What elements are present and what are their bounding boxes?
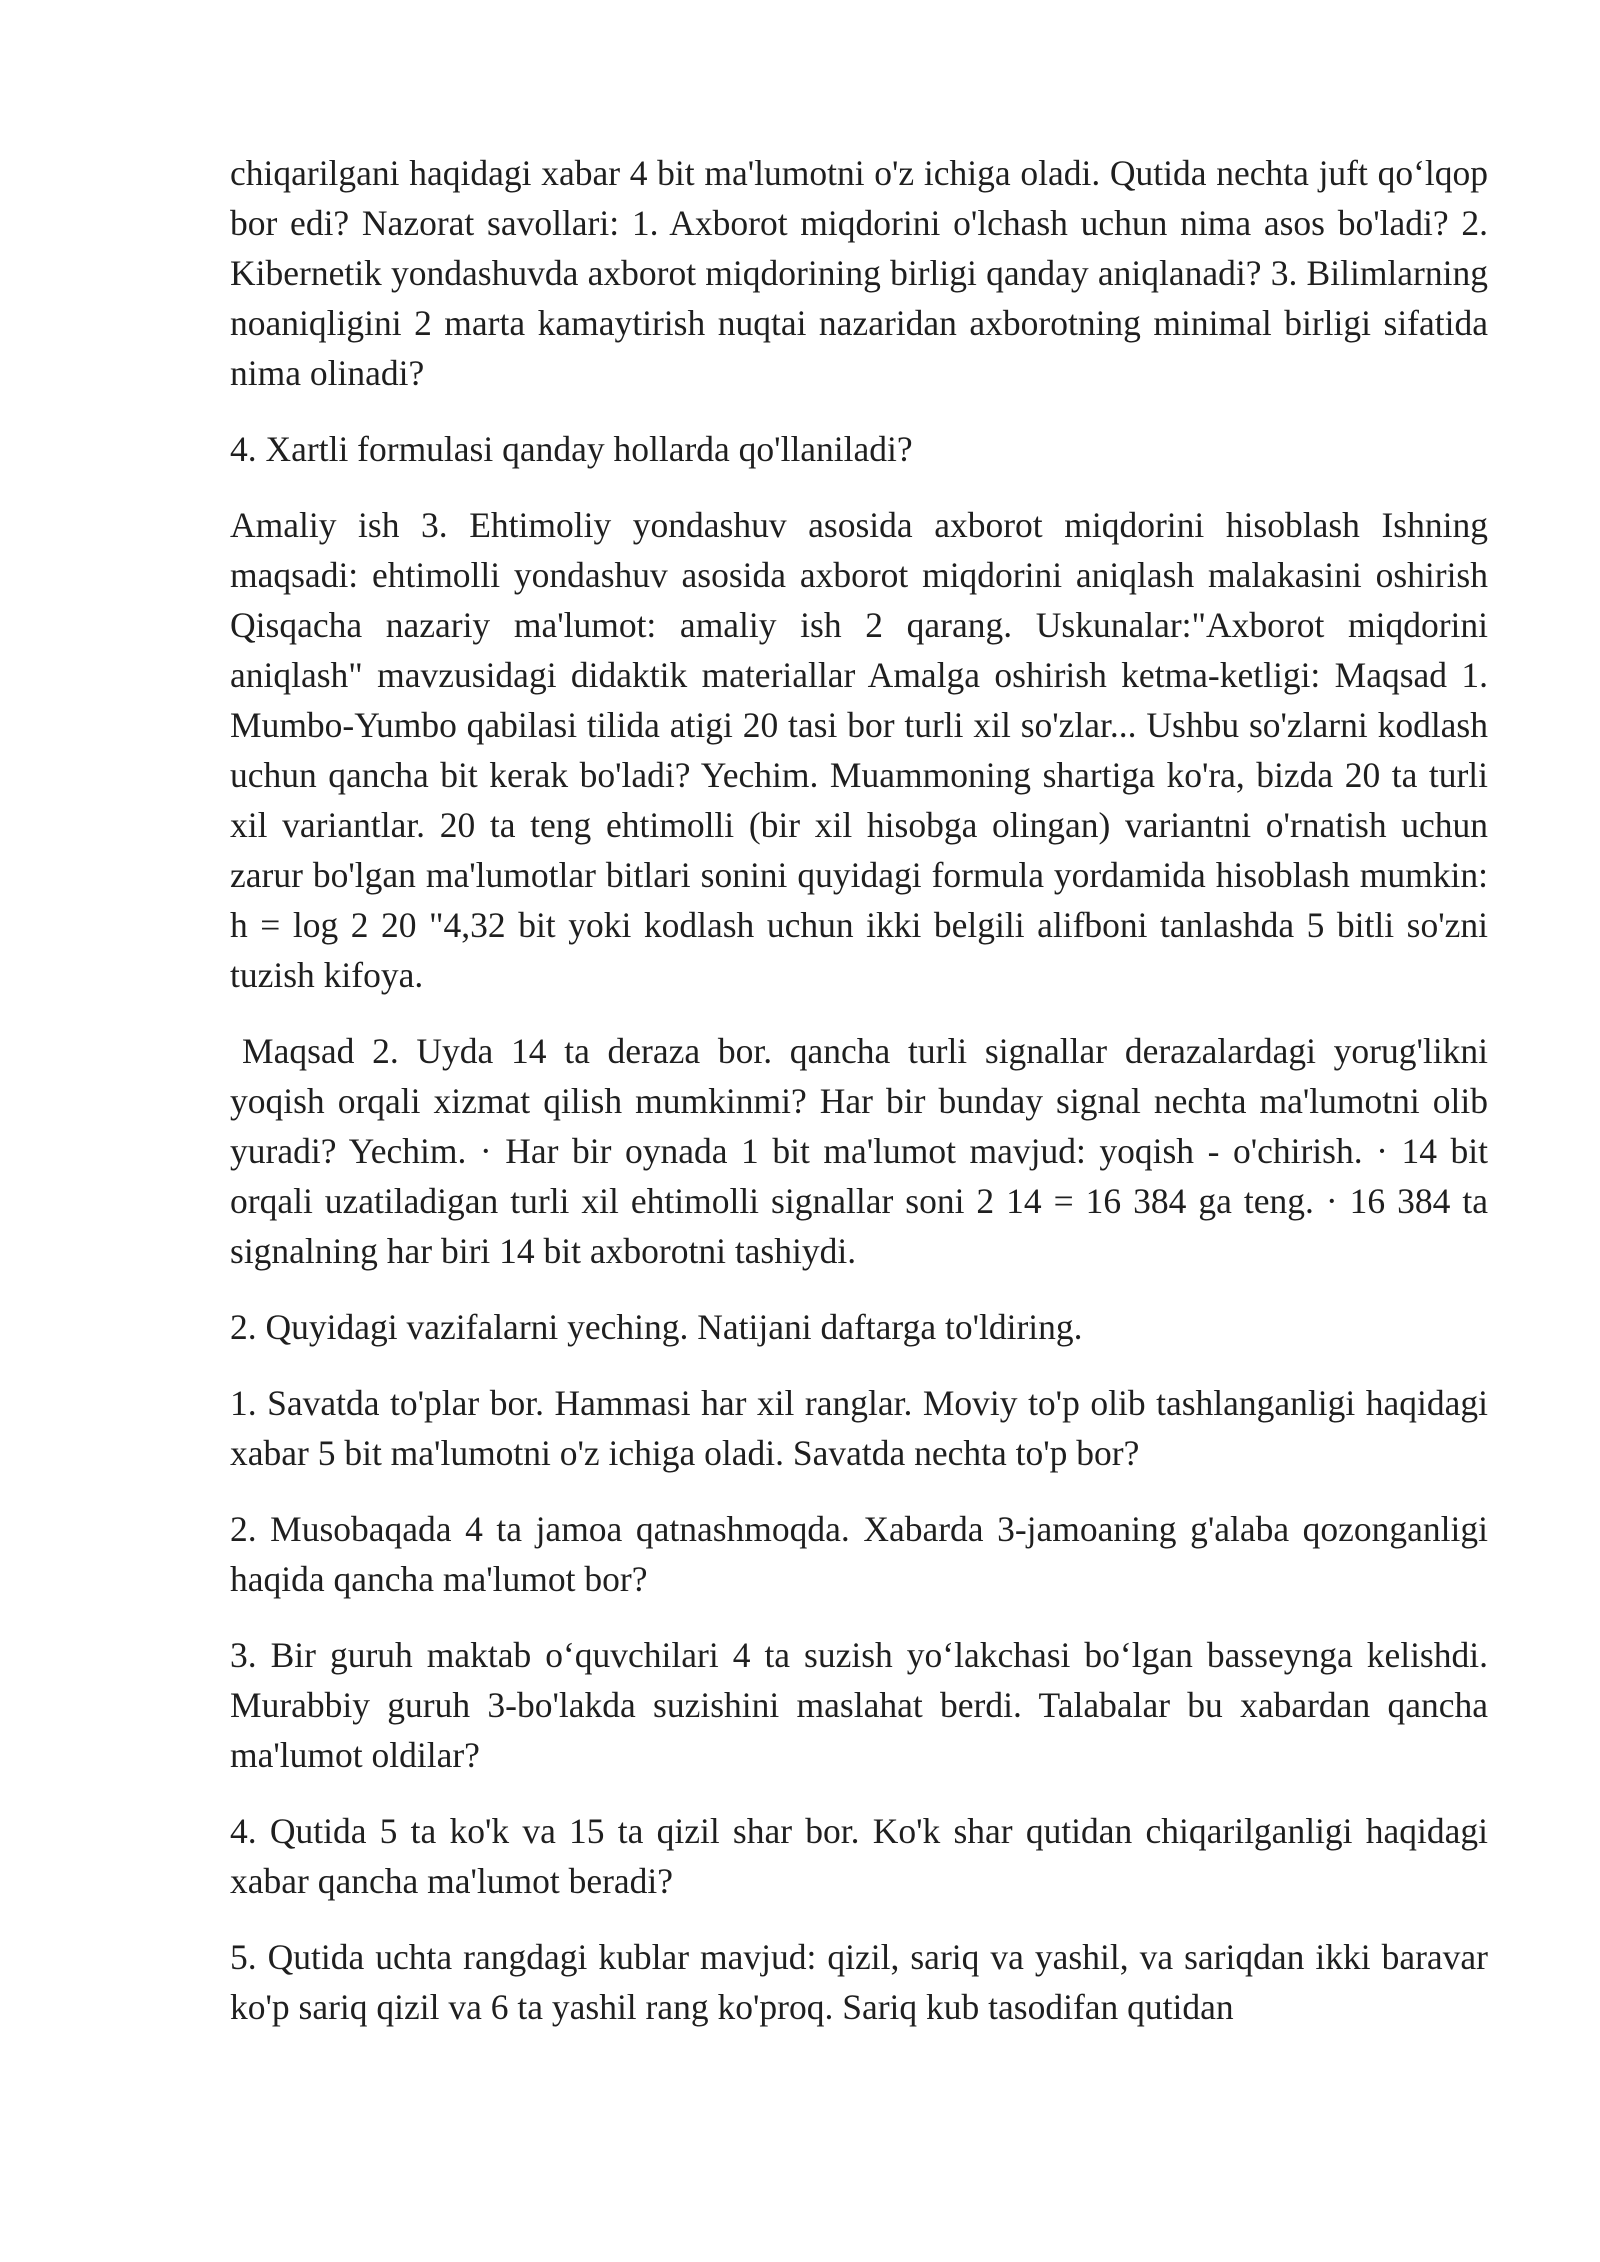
paragraph-question-4: 4. Xartli formulasi qanday hollarda qo'llaniladi? bbox=[230, 429, 913, 469]
document-body bbox=[230, 148, 1488, 2058]
paragraph-task-5: 5. Qutida uchta rangdagi kublar mavjud: qizil, sariq va yashil, va sariqdan ikki baravar ko'p sariq qizil va 6 ta yashil rang ko'proq. Sariq kub tasodifan qutidan bbox=[230, 1937, 1488, 2027]
paragraph-task-4: 4. Qutida 5 ta ko'k va 15 ta qizil shar bor. Ko'k shar qutidan chiqarilganligi haqidagi xabar qancha ma'lumot beradi? bbox=[230, 1811, 1488, 1901]
paragraph-tasks-heading: 2. Quyidagi vazifalarni yeching. Natijani daftarga to'ldiring. bbox=[230, 1307, 1083, 1347]
paragraph-practical-work-3: Amaliy ish 3. Ehtimoliy yondashuv asosida axborot miqdorini hisoblash Ishning maqsadi: ehtimolli yondashuv asosida axborot miqdorini aniqlash malakasini oshirish Qisqacha nazariy ma'lumot: amaliy ish 2 qarang. Uskunalar:"Axborot miqdorini aniqlash" mavzusidagi didaktik materiallar Amalga oshirish ketma-ketligi: Maqsad 1. Mumbo-Yumbo qabilasi tilida atigi 20 tasi bor turli xil so'zlar... Ushbu so'zlarni kodlash uchun qancha bit kerak bo'ladi? Yechim. Muammoning shartiga ko'ra, bizda 20 ta turli xil variantlar. 20 ta teng ehtimolli (bir xil hisobga olingan) variantni o'rnatish uchun zarur bo'lgan ma'lumotlar bitlari sonini quyidagi formula yordamida hisoblash mumkin: h = log 2 20 "4,32 bit yoki kodlash uchun ikki belgili alifboni tanlashda 5 bitli so'zni tuzish kifoya. bbox=[230, 505, 1488, 995]
paragraph-control-questions: chiqarilgani haqidagi xabar 4 bit ma'lumotni o'z ichiga oladi. Qutida nechta juft qo‘lqop bor edi? Nazorat savollari: 1. Axborot miqdorini o'lchash uchun nima asos bo'ladi? 2. Kibernetik yondashuvda axborot miqdorining birligi qanday aniqlanadi? 3. Bilimlarning noaniqligini 2 marta kamaytirish nuqtai nazaridan axborotning minimal birligi sifatida nima olinadi? bbox=[230, 153, 1488, 393]
paragraph-goal-2: Maqsad 2. Uyda 14 ta deraza bor. qancha turli signallar derazalardagi yorug'likni yoqish orqali xizmat qilish mumkinmi? Har bir bunday signal nechta ma'lumotni olib yuradi? Yechim. · Har bir oynada 1 bit ma'lumot mavjud: yoqish - o'chirish. · 14 bit orqali uzatiladigan turli xil ehtimolli signallar soni 2 14 = 16 384 ga teng. · 16 384 ta signalning har biri 14 bit axborotni tashiydi. bbox=[230, 1031, 1488, 1271]
paragraph-task-3: 3. Bir guruh maktab o‘quvchilari 4 ta suzish yo‘lakchasi bo‘lgan basseynga kelishdi. Murabbiy guruh 3-bo'lakda suzishini maslahat berdi. Talabalar bu xabardan qancha ma'lumot oldilar? bbox=[230, 1635, 1488, 1775]
paragraph-task-2: 2. Musobaqada 4 ta jamoa qatnashmoqda. Xabarda 3-jamoaning g'alaba qozonganligi haqida qancha ma'lumot bor? bbox=[230, 1509, 1488, 1599]
paragraph-task-1: 1. Savatda to'plar bor. Hammasi har xil ranglar. Moviy to'p olib tashlanganligi haqidagi xabar 5 bit ma'lumotni o'z ichiga oladi. Savatda nechta to'p bor? bbox=[230, 1383, 1488, 1473]
